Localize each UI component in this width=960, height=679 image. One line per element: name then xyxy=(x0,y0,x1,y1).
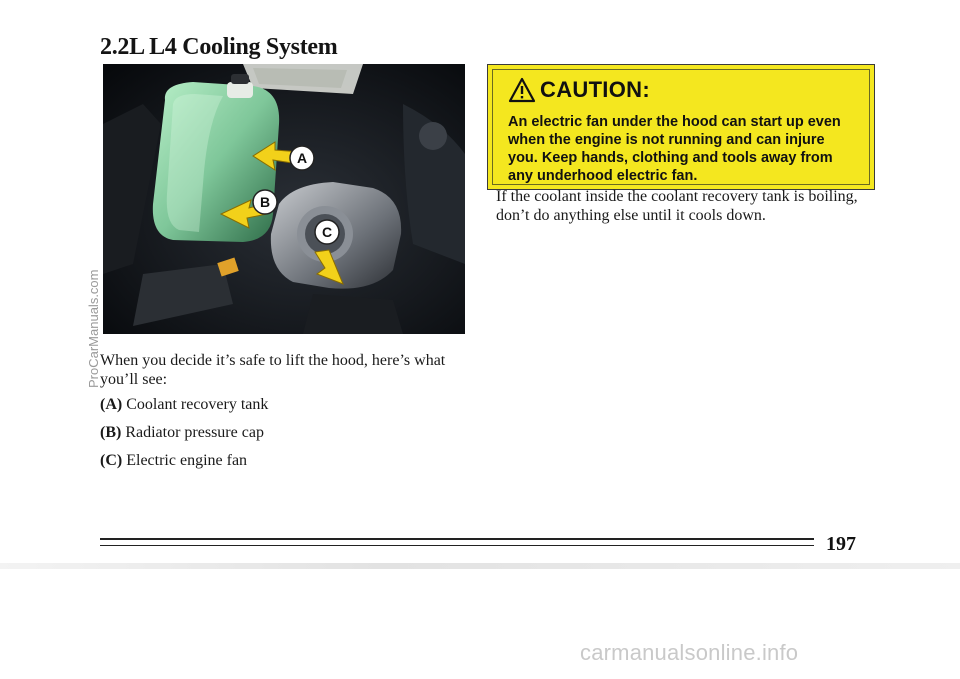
caution-title: CAUTION: xyxy=(540,77,650,102)
side-watermark: ProCarManuals.com xyxy=(86,269,101,388)
caution-text: An electric fan under the hood can start up even when the engine is not running and can injure you. Keep hands, clothing and tools away from any underhood electric fan. xyxy=(508,114,841,184)
page-heading: 2.2L L4 Cooling System xyxy=(100,34,338,60)
engine-photo xyxy=(103,64,465,334)
callout-label-a: A xyxy=(296,150,308,166)
item-label: Electric engine fan xyxy=(126,452,248,469)
footer-rule-thin xyxy=(100,545,814,546)
page-number: 197 xyxy=(826,533,856,555)
callout-label-c: C xyxy=(321,224,333,240)
callout-label-b: B xyxy=(259,194,271,210)
caution-box xyxy=(487,64,875,190)
site-watermark: carmanualsonline.info xyxy=(580,640,799,665)
item-key: (B) xyxy=(100,424,122,441)
list-item xyxy=(100,451,247,470)
list-item xyxy=(100,423,264,442)
item-key: (A) xyxy=(100,396,123,413)
engine-illustration xyxy=(103,64,465,334)
item-label: Coolant recovery tank xyxy=(126,396,269,413)
item-label: Radiator pressure cap xyxy=(125,424,264,441)
item-key: (C) xyxy=(100,452,123,469)
warning-triangle-icon xyxy=(508,77,536,103)
caution-heading xyxy=(508,77,650,103)
intro-paragraph: When you decide it’s safe to lift the hood, here’s what you’ll see: xyxy=(100,352,446,388)
coolant-warning-paragraph: If the coolant inside the coolant recovery tank is boiling, don’t do anything else until it cools down. xyxy=(496,188,858,224)
list-item xyxy=(100,395,268,414)
footer-rule xyxy=(100,538,814,540)
scan-edge xyxy=(0,563,960,569)
